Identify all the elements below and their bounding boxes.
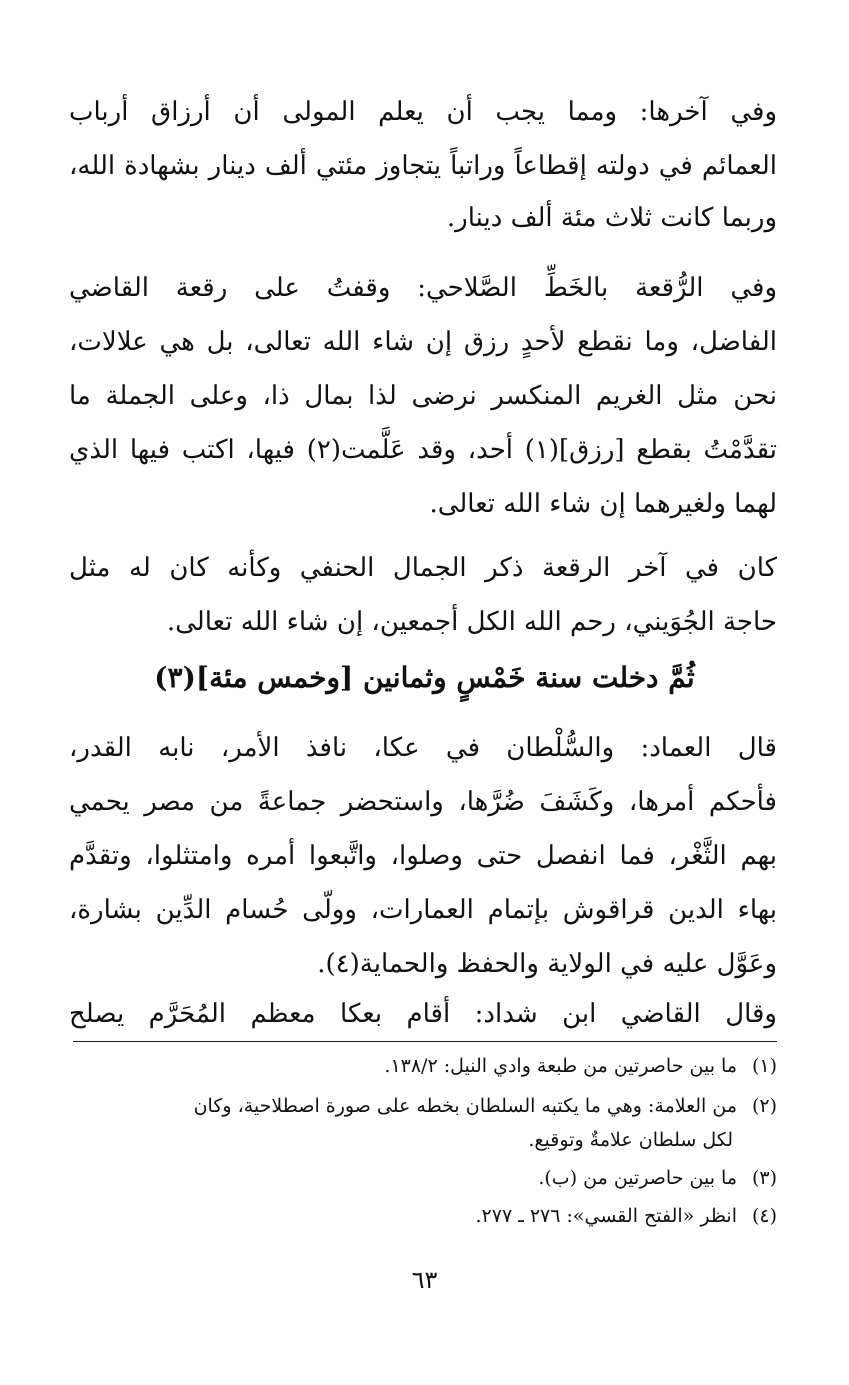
body-line: حاجة الجُوَيني، رحم الله الكل أجمعين، إن شاء الله تعالى. <box>166 607 777 637</box>
footnote-text: ما بين حاصرتين من (ب). <box>538 1167 737 1189</box>
footnote-2-continuation: لكل سلطان علامةٌ وتوقيع. <box>528 1129 733 1151</box>
body-line: وفي الرُّقعة بالخَطِّ الصَّلاحي: وقفتُ على رقعة القاضي <box>69 273 777 303</box>
footnote-number: (١) <box>751 1055 777 1077</box>
footnote-rule <box>73 1041 777 1042</box>
footnote-3 <box>69 1162 777 1194</box>
body-line: فأحكم أمرها، وكَشَفَ ضُرَّها، واستحضر جماعةً من مصر يحمي <box>69 787 777 817</box>
body-line: وعَوَّل عليه في الولاية والحفظ والحماية(٤). <box>317 949 777 979</box>
footnote-1 <box>69 1050 777 1082</box>
footnote-2 <box>69 1090 777 1122</box>
body-line: تقدَّمْتُ بقطع [رزق](١) أحد، وقد عَلَّمت(٢) فيها، اكتب فيها الذي <box>69 435 778 465</box>
body-line: وفي آخرها: ومما يجب أن يعلم المولى أن أرزاق أرباب <box>69 97 777 127</box>
body-line: وربما كانت ثلاث مئة ألف دينار. <box>446 203 777 233</box>
body-line: وقال القاضي ابن شداد: أقام بعكا معظم المُحَرَّم يصلح <box>69 999 777 1029</box>
footnote-text: ما بين حاصرتين من طبعة وادي النيل: ١٣٨/٢. <box>384 1055 737 1077</box>
footnote-text: من العلامة: وهي ما يكتبه السلطان بخطه على صورة اصطلاحية، وكان <box>193 1095 737 1117</box>
footnote-text: انظر «الفتح القسي»: ٢٧٦ ـ ٢٧٧. <box>475 1205 737 1227</box>
body-line: بهاء الدين قراقوش بإتمام العمارات، وولّى حُسام الدِّين بشارة، <box>69 895 777 925</box>
footnote-4 <box>69 1200 777 1232</box>
body-line: بهم الثَّغْر، فما انفصل حتى وصلوا، واتَّبعوا أمره وامتثلوا، وتقدَّم <box>69 841 777 871</box>
body-line: الفاضل، وما نقطع لأحدٍ رزق إن شاء الله تعالى، بل هي علالات، <box>69 327 777 357</box>
body-line: كان في آخر الرقعة ذكر الجمال الحنفي وكأنه كان له مثل <box>69 553 777 583</box>
page-number: ٦٣ <box>411 1266 438 1294</box>
section-heading: ثُمَّ دخلت سنة خَمْسٍ وثمانين [وخمس مئة](٣) <box>154 661 695 694</box>
footnote-number: (٢) <box>751 1095 777 1117</box>
body-line: العمائم في دولته إقطاعاً وراتباً يتجاوز مئتي ألف دينار بشهادة الله، <box>69 151 777 181</box>
body-line: نحن مثل الغريم المنكسر نرضى لذا بمال ذا، وعلى الجملة ما <box>69 381 778 411</box>
body-line: قال العماد: والسُّلْطان في عكا، نافذ الأمر، نابه القدر، <box>69 733 777 763</box>
body-line: لهما ولغيرهما إن شاء الله تعالى. <box>429 489 777 519</box>
footnote-number: (٤) <box>751 1205 777 1227</box>
footnote-number: (٣) <box>751 1167 777 1189</box>
